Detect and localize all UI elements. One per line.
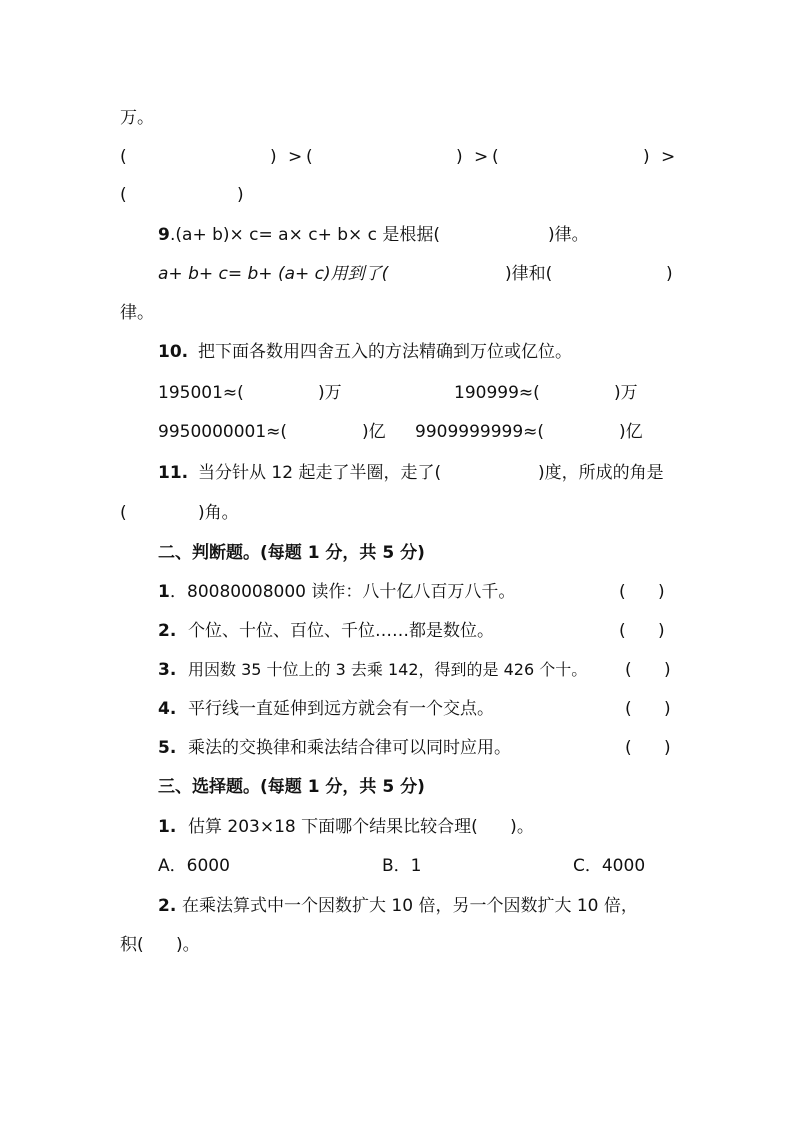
blank-open: ( <box>120 185 127 205</box>
blank-open: ( <box>120 147 127 167</box>
question-text-end: )角。 <box>198 503 239 523</box>
rounding-unit: )万 <box>318 383 342 403</box>
greater-than: > <box>661 147 676 167</box>
item-number: 1. <box>158 817 177 837</box>
rounding-item: 195001≈( <box>158 383 244 403</box>
question-text-end: ) <box>666 264 673 284</box>
rounding-item: 9909999999≈( <box>415 422 545 442</box>
option-a: A．6000 <box>158 856 230 876</box>
answer-paren: ( ) <box>619 621 665 641</box>
item-text-wrap: 积( )。 <box>120 935 200 955</box>
blank-open: ( <box>492 147 499 167</box>
question-text: 当分针从 12 起走了半圈，走了( <box>198 463 442 483</box>
question-text: .(a+ b)× c= a× c+ b× c 是根据( <box>170 225 441 245</box>
answer-paren: ( ) <box>619 582 665 602</box>
item-text: 估算 203×18 下面哪个结果比较合理( )。 <box>188 817 534 837</box>
greater-than: > <box>474 147 489 167</box>
item-number: 2. <box>158 896 177 916</box>
item-number: 2. <box>158 621 177 641</box>
blank-close: ) <box>270 147 277 167</box>
question-text: a+ b+ c= b+ (a+ c)用到了( <box>158 264 389 284</box>
item-text: 乘法的交换律和乘法结合律可以同时应用。 <box>188 738 511 758</box>
blank-close: ) <box>237 185 244 205</box>
answer-paren: ( ) <box>625 660 671 680</box>
question-text-end: )律。 <box>548 225 589 245</box>
item-text: 在乘法算式中一个因数扩大 10 倍，另一个因数扩大 10 倍， <box>182 896 638 916</box>
item-number: 3. <box>158 660 177 680</box>
question-text-end: )度，所成的角是 <box>538 463 664 483</box>
rounding-item: 190999≈( <box>454 383 540 403</box>
item-text: ．80080008000 读作：八十亿八百万八千。 <box>170 582 516 602</box>
item-text: 个位、十位、百位、千位……都是数位。 <box>188 621 494 641</box>
item-number: 1 <box>158 582 170 602</box>
answer-paren: ( ) <box>625 699 671 719</box>
option-c: C．4000 <box>573 856 646 876</box>
question-text-wrap: 律。 <box>120 303 154 323</box>
rounding-item: 9950000001≈( <box>158 422 288 442</box>
item-text: 用因数 35 十位上的 3 去乘 142，得到的是 426 个十。 <box>188 660 588 679</box>
intro-end-text: 万。 <box>120 108 154 128</box>
blank-open: ( <box>306 147 313 167</box>
question-number: 11. <box>158 463 189 483</box>
section-title: 三、选择题。(每题 1 分，共 5 分) <box>158 777 425 797</box>
greater-than: > <box>288 147 303 167</box>
blank-close: ) <box>456 147 463 167</box>
blank-close: ) <box>643 147 650 167</box>
answer-paren: ( ) <box>625 738 671 758</box>
blank-open: ( <box>120 503 127 523</box>
rounding-unit: )万 <box>614 383 638 403</box>
question-number: 9 <box>158 225 170 245</box>
item-number: 5. <box>158 738 177 758</box>
rounding-unit: )亿 <box>362 422 386 442</box>
item-text: 平行线一直延伸到远方就会有一个交点。 <box>188 699 494 719</box>
question-text-mid: )律和( <box>505 264 553 284</box>
section-title: 二、判断题。(每题 1 分，共 5 分) <box>158 543 425 563</box>
question-text: 把下面各数用四舍五入的方法精确到万位或亿位。 <box>198 342 572 362</box>
option-b: B．1 <box>382 856 422 876</box>
rounding-unit: )亿 <box>619 422 643 442</box>
question-number: 10. <box>158 342 189 362</box>
item-number: 4. <box>158 699 177 719</box>
